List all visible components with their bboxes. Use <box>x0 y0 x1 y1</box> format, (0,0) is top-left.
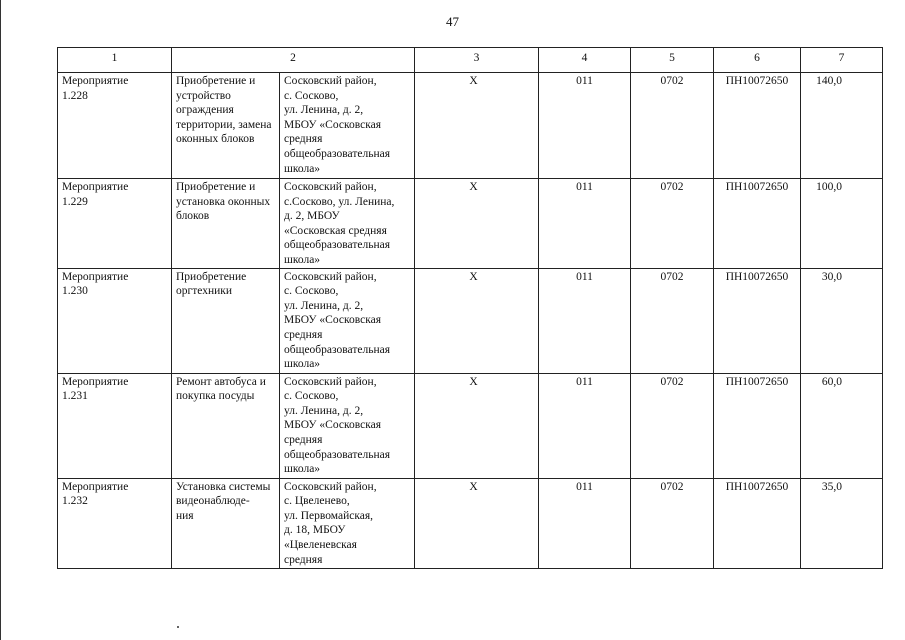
event-description: Установка системы видеонаблюде- ния <box>172 478 280 568</box>
event-description: Приобретение и установка оконных блоков <box>172 179 280 269</box>
table-row <box>58 73 883 179</box>
col6-value: ПН10072650 <box>714 179 801 269</box>
col3-value: Х <box>415 179 539 269</box>
event-number: Мероприятие 1.229 <box>58 179 172 269</box>
budget-table <box>57 47 883 569</box>
col6-value: ПН10072650 <box>714 478 801 568</box>
amount-value: 140,0 <box>801 73 883 179</box>
amount-value: 100,0 <box>801 179 883 269</box>
event-description: Приобретение и устройство ограждения территории, замена оконных блоков <box>172 73 280 179</box>
col5-value: 0702 <box>631 268 714 373</box>
col3-value: Х <box>415 478 539 568</box>
event-number: Мероприятие 1.228 <box>58 73 172 179</box>
header-cell-4: 4 <box>539 48 631 73</box>
table-row <box>58 373 883 478</box>
col3-value: Х <box>415 73 539 179</box>
col5-value: 0702 <box>631 478 714 568</box>
event-address: Сосковский район, с. Цвеленево, ул. Первомайская, д. 18, МБОУ «Цвеленевская средняя <box>280 478 415 568</box>
col4-value: 011 <box>539 268 631 373</box>
col6-value: ПН10072650 <box>714 268 801 373</box>
table-row <box>58 179 883 269</box>
page-left-edge <box>0 0 1 640</box>
header-cell-3: 3 <box>415 48 539 73</box>
event-number: Мероприятие 1.232 <box>58 478 172 568</box>
amount-value: 30,0 <box>801 268 883 373</box>
col6-value: ПН10072650 <box>714 73 801 179</box>
amount-value: 35,0 <box>801 478 883 568</box>
col6-value: ПН10072650 <box>714 373 801 478</box>
header-row <box>58 48 883 73</box>
event-description: Ремонт автобуса и покупка посуды <box>172 373 280 478</box>
col3-value: Х <box>415 373 539 478</box>
col5-value: 0702 <box>631 179 714 269</box>
col4-value: 011 <box>539 73 631 179</box>
header-cell-1: 1 <box>58 48 172 73</box>
event-number: Мероприятие 1.231 <box>58 373 172 478</box>
amount-value: 60,0 <box>801 373 883 478</box>
col4-value: 011 <box>539 478 631 568</box>
table-row <box>58 268 883 373</box>
col4-value: 011 <box>539 373 631 478</box>
header-cell-2: 2 <box>172 48 415 73</box>
page-number: 47 <box>446 14 459 29</box>
scan-speck <box>177 626 179 628</box>
col4-value: 011 <box>539 179 631 269</box>
event-address: Сосковский район, с. Сосково, ул. Ленина, д. 2, МБОУ «Сосковская средняя общеобразовательная школа» <box>280 373 415 478</box>
event-address: Сосковский район, с. Сосково, ул. Ленина, д. 2, МБОУ «Сосковская средняя общеобразовательная школа» <box>280 268 415 373</box>
header-cell-7: 7 <box>801 48 883 73</box>
event-description: Приобретение оргтехники <box>172 268 280 373</box>
event-address: Сосковский район, с. Сосково, ул. Ленина, д. 2, МБОУ «Сосковская средняя общеобразовательная школа» <box>280 73 415 179</box>
header-cell-5: 5 <box>631 48 714 73</box>
col5-value: 0702 <box>631 73 714 179</box>
table-row <box>58 478 883 568</box>
header-cell-6: 6 <box>714 48 801 73</box>
event-address: Сосковский район, с.Сосково, ул. Ленина, д. 2, МБОУ «Сосковская средняя общеобразовательная школа» <box>280 179 415 269</box>
col5-value: 0702 <box>631 373 714 478</box>
event-number: Мероприятие 1.230 <box>58 268 172 373</box>
col3-value: Х <box>415 268 539 373</box>
